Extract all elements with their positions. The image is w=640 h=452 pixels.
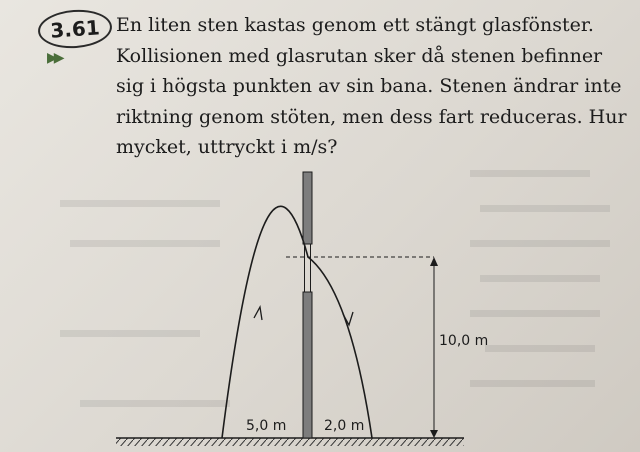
problem-line-4: riktning genom stöten, men dess fart reduceras. Hur [116, 105, 627, 128]
problem-line-5: mycket, uttryckt i m/s? [116, 136, 338, 158]
height-arrow-bottom-icon [430, 430, 438, 438]
height-label: 10,0 m [439, 333, 489, 349]
height-arrow-top-icon [430, 257, 438, 266]
problem-number: 3.61 [37, 7, 113, 50]
left-distance-label: 5,0 m [246, 418, 287, 434]
problem-line-1: En liten sten kastas genom ett stängt glasfönster. [116, 14, 594, 36]
problem-line-2: Kollisionen med glasrutan sker då stenen befinner [116, 44, 603, 67]
window-frame-top [303, 172, 312, 244]
trajectory-rising-arc [222, 206, 308, 438]
up-arrow-icon [254, 307, 262, 320]
window-frame-bottom [303, 292, 312, 438]
problem-line-3: sig i högsta punkten av sin bana. Stenen ändrar inte [116, 75, 622, 97]
right-distance-label: 2,0 m [324, 418, 365, 434]
double-arrow-icon: ▶▶ [47, 50, 61, 66]
trajectory-falling-arc [308, 257, 372, 438]
ground-hatching [116, 438, 464, 446]
